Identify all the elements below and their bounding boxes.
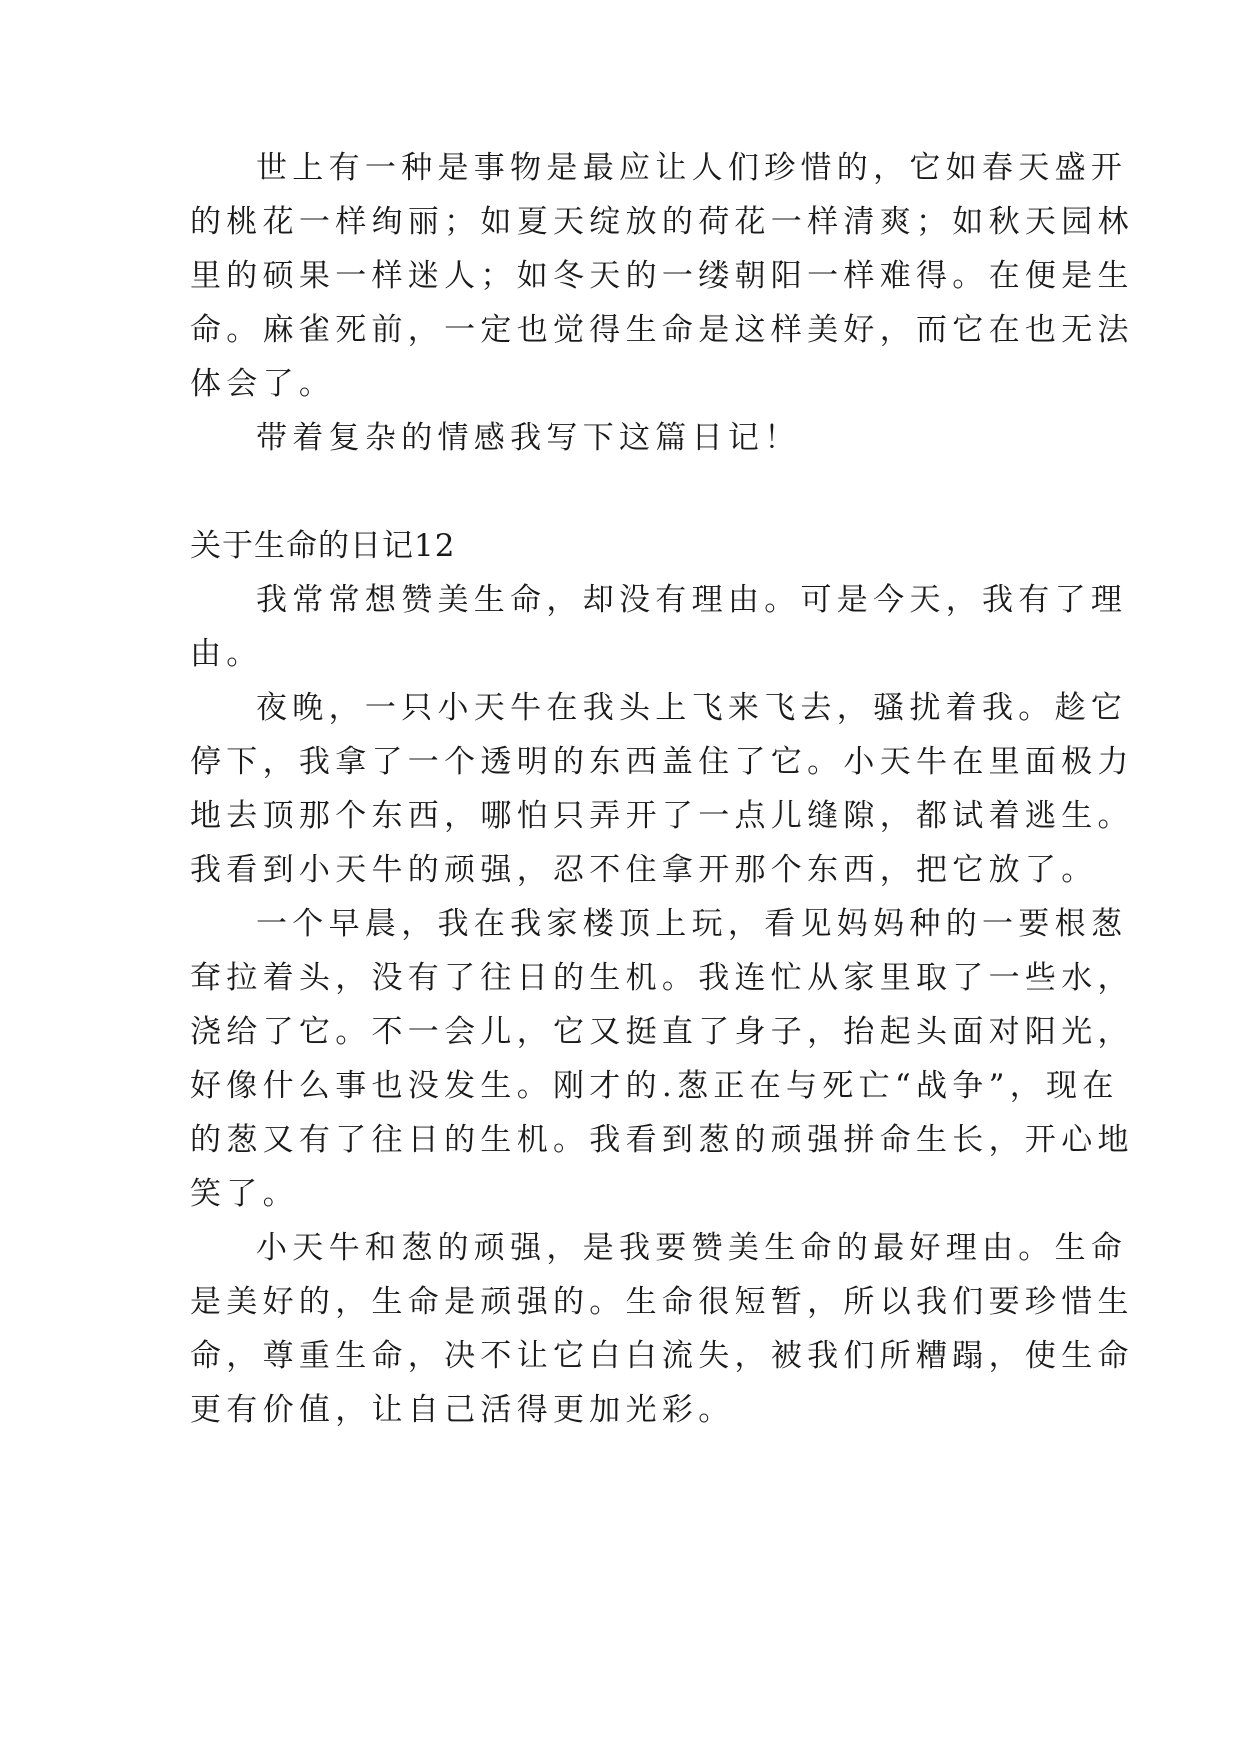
paragraph-line: 小天牛和葱的顽强，是我要赞美生命的最好理由。生命 <box>256 1230 1128 1266</box>
paragraph-line: 里的硕果一样迷人；如冬天的一缕朝阳一样难得。在便是生 <box>190 258 1134 294</box>
paragraph-line: 体会了。 <box>190 366 336 402</box>
paragraph-line: 带着复杂的情感我写下这篇日记！ <box>256 420 801 456</box>
paragraph-line: 是美好的，生命是顽强的。生命很短暂，所以我们要珍惜生 <box>190 1284 1134 1320</box>
paragraph-line: 我看到小天牛的顽强，忍不住拿开那个东西，把它放了。 <box>190 852 1098 888</box>
paragraph-line: 的葱又有了往日的生机。我看到葱的顽强拼命生长，开心地 <box>190 1122 1134 1158</box>
paragraph-line: 命，尊重生命，决不让它白白流失，被我们所糟蹋，使生命 <box>190 1338 1134 1374</box>
paragraph-line: 笑了。 <box>190 1176 299 1212</box>
section-heading: 关于生命的日记12 <box>190 528 456 564</box>
paragraph-line: 耷拉着头，没有了往日的生机。我连忙从家里取了一些水， <box>190 960 1134 996</box>
paragraph-line: 世上有一种是事物是最应让人们珍惜的，它如春天盛开 <box>256 150 1128 186</box>
paragraph-line: 我常常想赞美生命，却没有理由。可是今天，我有了理 <box>256 582 1128 618</box>
paragraph-line: 命。麻雀死前，一定也觉得生命是这样美好，而它在也无法 <box>190 312 1134 348</box>
paragraph-line: 一个早晨，我在我家楼顶上玩，看见妈妈种的一要根葱 <box>256 906 1128 942</box>
paragraph-line: 的桃花一样绚丽；如夏天绽放的荷花一样清爽；如秋天园林 <box>190 204 1134 240</box>
paragraph-line: 更有价值，让自己活得更加光彩。 <box>190 1392 735 1428</box>
paragraph-line: 好像什么事也没发生。刚才的.葱正在与死亡“战争”，现在 <box>190 1068 1119 1104</box>
paragraph-line: 地去顶那个东西，哪怕只弄开了一点儿缝隙，都试着逃生。 <box>190 798 1134 834</box>
paragraph-line: 浇给了它。不一会儿，它又挺直了身子，抬起头面对阳光， <box>190 1014 1134 1050</box>
paragraph-line: 停下，我拿了一个透明的东西盖住了它。小天牛在里面极力 <box>190 744 1134 780</box>
paragraph-line: 夜晚，一只小天牛在我头上飞来飞去，骚扰着我。趁它 <box>256 690 1128 726</box>
paragraph-line: 由。 <box>190 636 263 672</box>
